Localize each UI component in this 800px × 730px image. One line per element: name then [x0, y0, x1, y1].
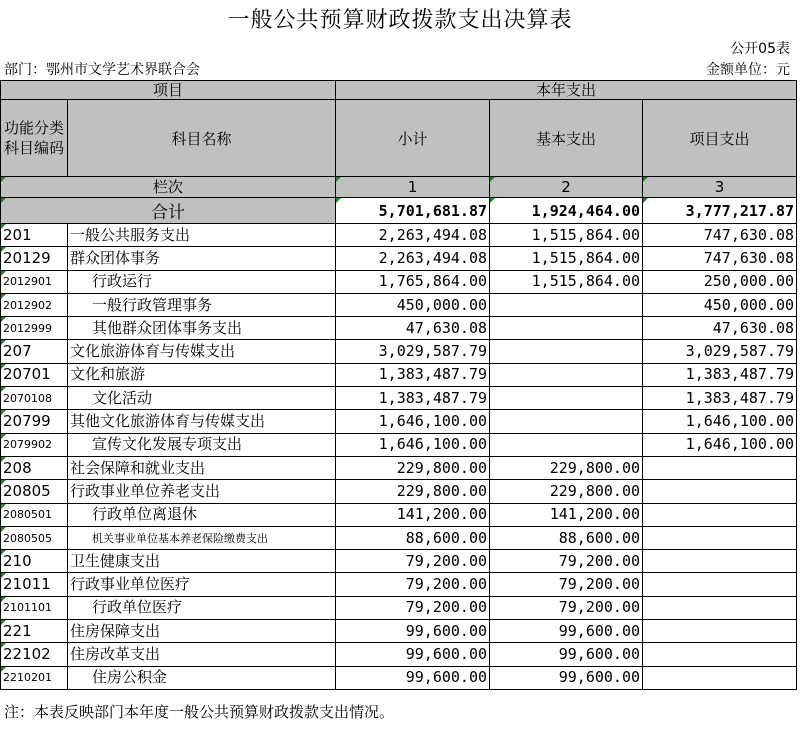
cell-subject-name: 社会保障和就业支出: [68, 456, 336, 479]
cell-code: 2012901: [1, 270, 68, 293]
header-column-order: 栏次: [1, 177, 336, 198]
cell-subject-name: 其他群众团体事务支出: [68, 317, 336, 340]
total-basic: 1,924,464.00: [490, 198, 643, 224]
cell-subtotal: 1,765,864.00: [336, 270, 490, 293]
header-col-1: 1: [336, 177, 490, 198]
cell-basic: [490, 340, 643, 363]
total-label: 合计: [1, 198, 336, 224]
cell-subtotal: 99,600.00: [336, 666, 490, 689]
cell-subtotal: 99,600.00: [336, 620, 490, 643]
cell-basic: 229,800.00: [490, 456, 643, 479]
cell-subtotal: 99,600.00: [336, 643, 490, 666]
total-subtotal: 5,701,681.87: [336, 198, 490, 224]
cell-subtotal: 47,630.08: [336, 317, 490, 340]
cell-project: [643, 503, 797, 526]
cell-code: 221: [1, 620, 68, 643]
cell-subject-name: 宣传文化发展专项支出: [68, 433, 336, 456]
header-func-code: 功能分类科目编码: [1, 100, 68, 177]
cell-subject-name: 文化活动: [68, 387, 336, 410]
cell-code: 2080501: [1, 503, 68, 526]
cell-subject-name: 住房公积金: [68, 666, 336, 689]
cell-basic: 79,200.00: [490, 596, 643, 619]
cell-code: 20805: [1, 480, 68, 503]
cell-subtotal: 79,200.00: [336, 596, 490, 619]
cell-project: 747,630.08: [643, 247, 797, 270]
cell-code: 20799: [1, 410, 68, 433]
cell-code: 2210201: [1, 666, 68, 689]
table-row: [1, 503, 797, 526]
header-item: 项目: [1, 81, 336, 100]
cell-subtotal: 229,800.00: [336, 456, 490, 479]
header-basic: 基本支出: [490, 100, 643, 177]
cell-project: [643, 643, 797, 666]
page-title: 一般公共预算财政拨款支出决算表: [227, 8, 573, 33]
cell-subject-name: 行政单位离退休: [68, 503, 336, 526]
cell-project: 1,383,487.79: [643, 363, 797, 386]
cell-subject-name: 卫生健康支出: [68, 550, 336, 573]
table-row: [1, 550, 797, 573]
cell-project: 1,646,100.00: [643, 410, 797, 433]
cell-basic: 1,515,864.00: [490, 224, 643, 247]
expenditure-table: [0, 80, 797, 690]
header-col-3: 3: [643, 177, 797, 198]
total-row: [1, 198, 797, 224]
table-row: [1, 293, 797, 316]
cell-project: 1,383,487.79: [643, 387, 797, 410]
cell-project: [643, 550, 797, 573]
total-project: 3,777,217.87: [643, 198, 797, 224]
table-row: [1, 247, 797, 270]
cell-basic: [490, 363, 643, 386]
cell-subtotal: 1,383,487.79: [336, 363, 490, 386]
cell-subtotal: 1,646,100.00: [336, 433, 490, 456]
cell-code: 2080505: [1, 526, 68, 549]
table-row: [1, 620, 797, 643]
department-label: 部门：鄂州市文学艺术界联合会: [4, 62, 200, 78]
cell-basic: [490, 410, 643, 433]
cell-project: [643, 666, 797, 689]
cell-project: 47,630.08: [643, 317, 797, 340]
table-row: [1, 573, 797, 596]
cell-basic: 99,600.00: [490, 643, 643, 666]
header-current-year-expense: 本年支出: [336, 81, 797, 100]
cell-code: 22102: [1, 643, 68, 666]
cell-basic: [490, 293, 643, 316]
cell-subtotal: 141,200.00: [336, 503, 490, 526]
cell-project: 3,029,587.79: [643, 340, 797, 363]
cell-subject-name: 行政事业单位养老支出: [68, 480, 336, 503]
table-row: [1, 596, 797, 619]
table-row: [1, 410, 797, 433]
cell-basic: [490, 317, 643, 340]
table-row: [1, 317, 797, 340]
cell-project: [643, 480, 797, 503]
cell-code: 201: [1, 224, 68, 247]
cell-code: 2012902: [1, 293, 68, 316]
form-code: 公开05表: [730, 41, 790, 57]
cell-code: 20129: [1, 247, 68, 270]
cell-subject-name: 文化旅游体育与传媒支出: [68, 340, 336, 363]
cell-basic: 99,600.00: [490, 666, 643, 689]
footnote: 注：本表反映部门本年度一般公共预算财政拨款支出情况。: [4, 703, 395, 721]
table-row: [1, 363, 797, 386]
header-row-top: [1, 81, 797, 100]
cell-project: [643, 526, 797, 549]
cell-subtotal: 2,263,494.08: [336, 247, 490, 270]
cell-subtotal: 79,200.00: [336, 550, 490, 573]
cell-subject-name: 一般行政管理事务: [68, 293, 336, 316]
cell-subject-name: 行政单位医疗: [68, 596, 336, 619]
table-row: [1, 643, 797, 666]
table-row: [1, 387, 797, 410]
header-row-main: [1, 100, 797, 177]
cell-code: 208: [1, 456, 68, 479]
cell-basic: 79,200.00: [490, 550, 643, 573]
table-row: [1, 666, 797, 689]
cell-basic: 88,600.00: [490, 526, 643, 549]
cell-code: 2070108: [1, 387, 68, 410]
header-subject-name: 科目名称: [68, 100, 336, 177]
cell-code: 207: [1, 340, 68, 363]
table-row: [1, 340, 797, 363]
table-row: [1, 224, 797, 247]
cell-basic: 79,200.00: [490, 573, 643, 596]
cell-subtotal: 2,263,494.08: [336, 224, 490, 247]
cell-subtotal: 1,646,100.00: [336, 410, 490, 433]
cell-subject-name: 群众团体事务: [68, 247, 336, 270]
cell-project: 450,000.00: [643, 293, 797, 316]
cell-code: 210: [1, 550, 68, 573]
cell-basic: 1,515,864.00: [490, 247, 643, 270]
cell-subject-name: 一般公共服务支出: [68, 224, 336, 247]
cell-subject-name: 其他文化旅游体育与传媒支出: [68, 410, 336, 433]
cell-code: 20701: [1, 363, 68, 386]
cell-project: [643, 596, 797, 619]
cell-subtotal: 88,600.00: [336, 526, 490, 549]
cell-project: [643, 573, 797, 596]
cell-project: 747,630.08: [643, 224, 797, 247]
table-row: [1, 433, 797, 456]
table-row: [1, 270, 797, 293]
cell-subtotal: 229,800.00: [336, 480, 490, 503]
cell-subject-name: 文化和旅游: [68, 363, 336, 386]
table-row: [1, 526, 797, 549]
cell-project: [643, 620, 797, 643]
cell-subtotal: 3,029,587.79: [336, 340, 490, 363]
cell-subject-name: 行政事业单位医疗: [68, 573, 336, 596]
header-subtotal: 小计: [336, 100, 490, 177]
cell-basic: [490, 387, 643, 410]
cell-code: 2101101: [1, 596, 68, 619]
cell-subject-name: 住房保障支出: [68, 620, 336, 643]
cell-basic: [490, 433, 643, 456]
cell-code: 2012999: [1, 317, 68, 340]
amount-unit-label: 金额单位：元: [706, 62, 790, 78]
cell-subject-name: 机关事业单位基本养老保险缴费支出: [68, 526, 336, 549]
cell-basic: 1,515,864.00: [490, 270, 643, 293]
cell-project: 250,000.00: [643, 270, 797, 293]
table-row: [1, 480, 797, 503]
cell-project: 1,646,100.00: [643, 433, 797, 456]
cell-code: 2079902: [1, 433, 68, 456]
cell-subject-name: 行政运行: [68, 270, 336, 293]
cell-basic: 229,800.00: [490, 480, 643, 503]
cell-subtotal: 450,000.00: [336, 293, 490, 316]
header-row-column-order: [1, 177, 797, 198]
cell-basic: 141,200.00: [490, 503, 643, 526]
header-project: 项目支出: [643, 100, 797, 177]
cell-code: 21011: [1, 573, 68, 596]
header-col-2: 2: [490, 177, 643, 198]
cell-basic: 99,600.00: [490, 620, 643, 643]
cell-subtotal: 1,383,487.79: [336, 387, 490, 410]
cell-subtotal: 79,200.00: [336, 573, 490, 596]
table-row: [1, 456, 797, 479]
cell-subject-name: 住房改革支出: [68, 643, 336, 666]
cell-project: [643, 456, 797, 479]
